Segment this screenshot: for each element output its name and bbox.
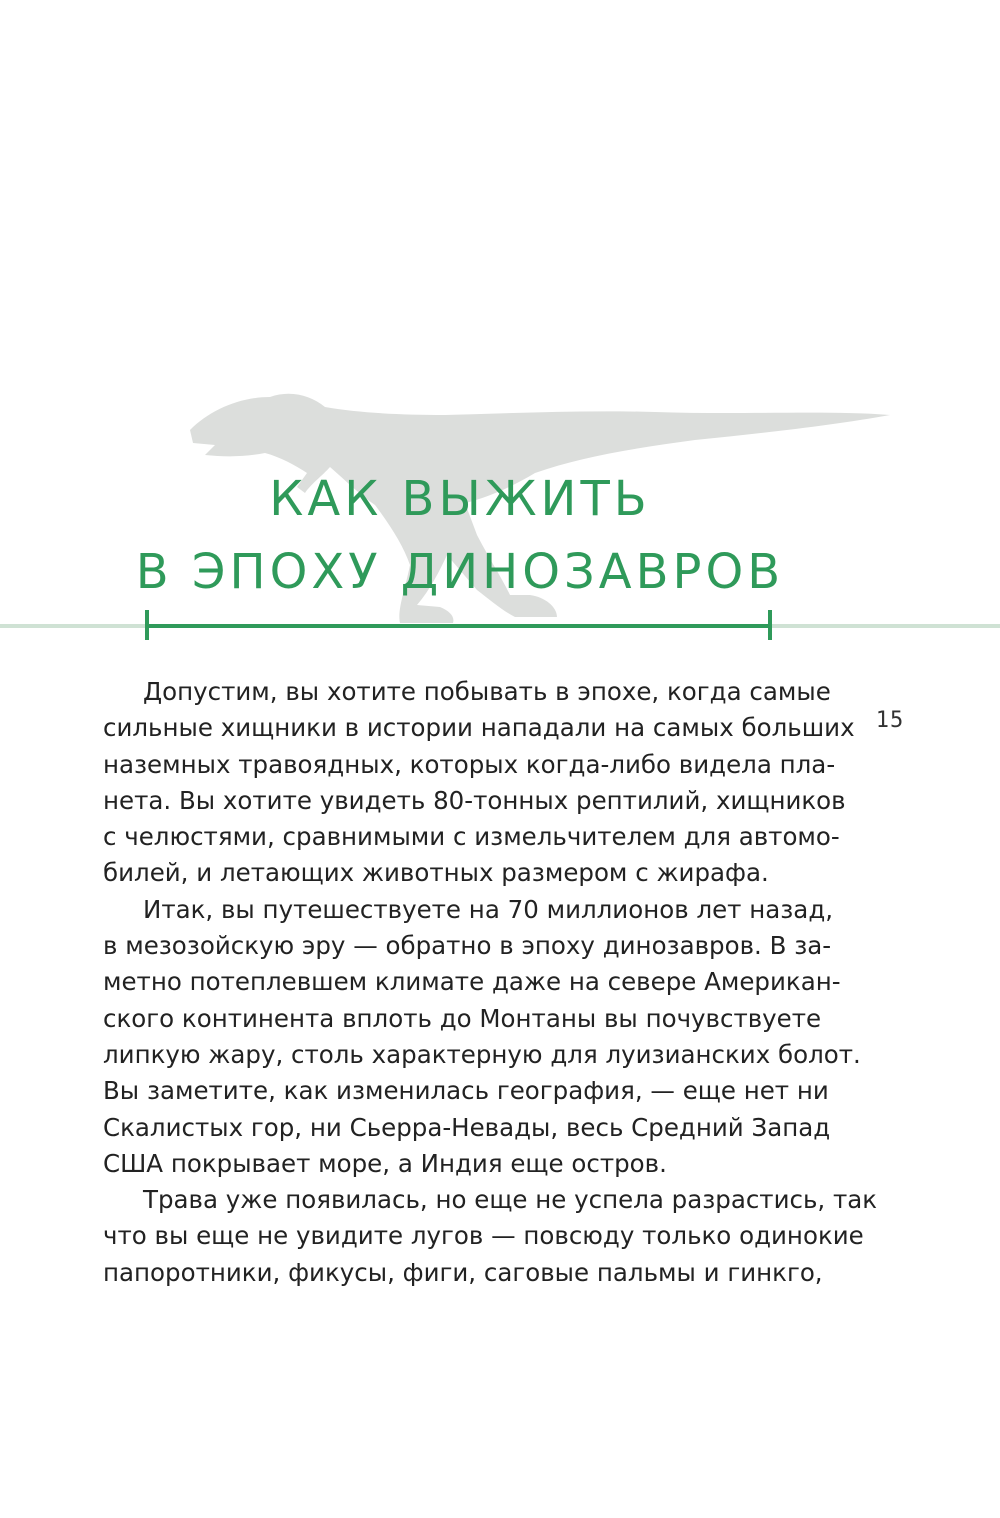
text-line: Допустим, вы хотите побывать в эпохе, когда самые — [143, 677, 831, 706]
text-line: Трава уже появилась, но еще не успела разрастись, так — [143, 1185, 878, 1215]
text-line: билей, и летающих животных размером с жирафа. — [103, 858, 769, 888]
text-line: в мезозойскую эру — обратно в эпоху динозавров. В за- — [103, 931, 832, 961]
paragraph-1 — [103, 674, 855, 892]
text-line: нета. Вы хотите увидеть 80-тонных рептилий, хищников — [103, 785, 846, 815]
page-number: 15 — [875, 708, 905, 733]
body-text — [103, 674, 878, 1291]
text-line: метно потеплевшем климате даже на севере Американ- — [103, 967, 841, 997]
text-line: наземных травоядных, которых когда-либо видела пла- — [103, 749, 836, 779]
chapter-title-line-1: КАК ВЫЖИТЬ — [269, 471, 651, 527]
text-line: Скалистых гор, ни Сьерра-Невады, весь Средний Запад — [103, 1112, 831, 1142]
text-line: липкую жару, столь характерную для луизианских болот. — [103, 1039, 861, 1069]
text-line: Вы заметите, как изменилась география, — еще нет ни — [103, 1076, 829, 1106]
title-underline-left-tick — [145, 610, 149, 640]
text-line: ского континента вплоть до Монтаны вы почувствуете — [103, 1003, 822, 1033]
text-line: США покрывает море, а Индия еще остров. — [103, 1148, 667, 1178]
text-line: папоротники, фикусы, фиги, саговые пальмы и гинкго, — [103, 1257, 823, 1287]
text-line: Итак, вы путешествуете на 70 миллионов лет назад, — [143, 894, 834, 924]
title-underline-right-tick — [768, 610, 772, 640]
paragraph-3 — [103, 1182, 878, 1291]
text-line: с челюстями, сравнимыми с измельчителем для автомо- — [103, 822, 840, 852]
title-underline — [145, 624, 772, 628]
chapter-title-line-2: В ЭПОХУ ДИНОЗАВРОВ — [135, 544, 785, 600]
text-line: что вы еще не увидите лугов — повсюду только одинокие — [103, 1221, 864, 1251]
paragraph-2 — [103, 892, 861, 1182]
text-line: сильные хищники в истории нападали на самых больших — [103, 713, 855, 743]
